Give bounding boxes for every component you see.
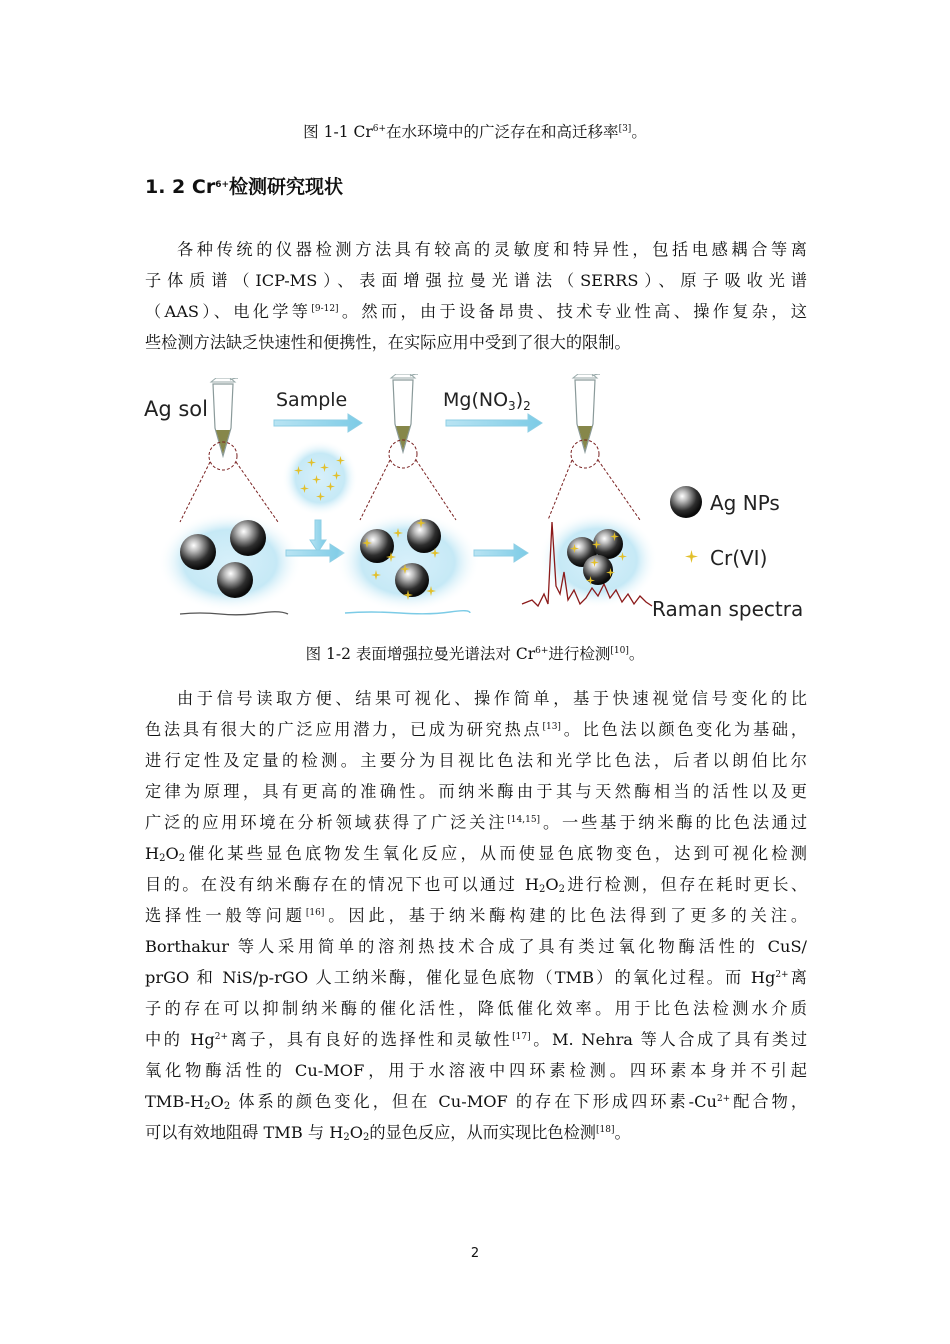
arrow-icon xyxy=(446,414,542,432)
arrow-down-icon xyxy=(310,520,326,552)
text-line: 定律为原理，具有更高的准确性。而纳米酶由于其与天然酶相当的活性以及更 xyxy=(145,782,807,801)
ag-nanoparticle xyxy=(217,562,253,598)
text-line: 些检测方法缺乏快速性和便携性，在实际应用中受到了很大的限制。 xyxy=(145,333,631,352)
figure-caption-1-1 xyxy=(0,121,950,143)
raman-spectra-label: Raman spectra xyxy=(652,597,804,621)
figure-1-2 xyxy=(140,372,820,627)
ag-sol-label: Ag sol xyxy=(144,397,208,421)
ag-nanoparticle xyxy=(180,534,216,570)
caption-text: 在水环境中的广泛存在和高迁移率 xyxy=(386,123,619,141)
text-line: 氧化物酶活性的 Cu-MOF，用于水溶液中四环素检测。四环素本身并不引起 xyxy=(145,1061,807,1080)
citation: [13] xyxy=(542,722,561,732)
superscript: 6+ xyxy=(372,124,387,134)
text: 。然而，由于设备昂贵、技术专业性高、操作复杂，这 xyxy=(338,302,807,321)
ag-nanoparticle xyxy=(360,529,394,563)
text-line: 子体质谱（ICP-MS）、表面增强拉曼光谱法（SERRS）、原子吸收光谱 xyxy=(145,271,807,290)
text-line: 目的。在没有纳米酶存在的情况下也可以通过 $H_2O_2$进行检测，但存在耗时更长、 xyxy=(145,875,808,895)
text-line: 可以有效地阻碍 TMB 与 $H_2O_2$的显色反应，从而实现比色检测[18]。 xyxy=(145,1123,631,1143)
ag-nanoparticle xyxy=(395,563,429,597)
text-line xyxy=(145,296,807,327)
citation: [14,15] xyxy=(507,815,541,825)
text-line: 色法具有很大的广泛应用潜力，已成为研究热点[13]。比色法以颜色变化为基础， xyxy=(145,720,808,739)
superscript: 6+ xyxy=(535,646,549,656)
citation: [10] xyxy=(610,646,629,656)
legend-ag-np-label: Ag NPs xyxy=(710,491,780,515)
text-line: 广泛的应用环境在分析领域获得了广泛关注[14,15]。一些基于纳米酶的比色法通过 xyxy=(145,813,808,832)
heading-title: 检测研究现状 xyxy=(229,176,344,198)
legend-cr-star-icon xyxy=(685,550,698,563)
legend-cr-label: Cr(VI) xyxy=(710,546,768,570)
heading-number: 1. 2 Cr xyxy=(145,176,216,198)
paragraph-1 xyxy=(145,234,807,358)
serrs-diagram xyxy=(140,372,820,627)
text-line: 中的 $Hg^{2+}$离子，具有良好的选择性和灵敏性[17]。M. Nehra 等人合成了具有类过 xyxy=(145,1030,808,1049)
citation: [18] xyxy=(595,1125,615,1135)
paragraph-2 xyxy=(145,683,807,1148)
tube-icon xyxy=(573,374,604,452)
section-heading xyxy=(145,172,343,202)
text: （AAS）、电化学等 xyxy=(145,302,312,321)
text-line: 子的存在可以抑制纳米酶的催化活性，降低催化效率。用于比色法检测水介质 xyxy=(145,999,807,1018)
text-line: $H_2O_2$催化某些显色底物发生氧化反应，从而使显色底物变色，达到可视化检测 xyxy=(145,844,807,864)
arrow-icon xyxy=(274,414,362,432)
superscript: 6+ xyxy=(215,180,230,190)
caption-text: 图 1-2 表面增强拉曼光谱法对 Cr xyxy=(305,645,536,663)
text-line: prGO 和 NiS/p-rGO 人工纳米酶，催化显色底物（TMB）的氧化过程。而 $Hg^{2+}$离 xyxy=(145,968,807,987)
text-line: Borthakur 等人采用简单的溶剂热技术合成了具有类过氧化物酶活性的 CuS/ xyxy=(145,937,807,956)
mg-label: $Mg(NO_3)_2$ xyxy=(443,389,531,413)
citation: [9-12] xyxy=(311,304,339,314)
page-number: 2 xyxy=(470,1246,480,1261)
citation: [3] xyxy=(618,124,632,134)
caption-text: 图 1-1 Cr xyxy=(303,123,373,141)
tube-icon xyxy=(391,374,422,452)
citation: [16] xyxy=(305,908,325,918)
sample-label: Sample xyxy=(276,389,348,411)
flat-spectrum xyxy=(180,612,288,615)
text-line: TMB-$H_2O_2$ 体系的颜色变化，但在 Cu-MOF 的存在下形成四环素$-Cu^{2+}$配合物， xyxy=(145,1092,808,1112)
caption-text: 进行检测 xyxy=(548,645,611,663)
text-line: 由于信号读取方便、结果可视化、操作简单，基于快速视觉信号变化的比 xyxy=(177,689,807,708)
caption-text: 。 xyxy=(628,645,645,663)
text-line: 进行定性及定量的检测。主要分为目视比色法和光学比色法，后者以朗伯比尔 xyxy=(145,751,807,770)
legend-ag-np-icon xyxy=(670,486,702,518)
figure-caption-1-2 xyxy=(0,643,950,665)
arrow-icon xyxy=(474,544,528,562)
ag-nanoparticle xyxy=(230,520,266,556)
text-line: 各种传统的仪器检测方法具有较高的灵敏度和特异性，包括电感耦合等离 xyxy=(177,240,807,259)
text-line: 选择性一般等问题[16]。因此，基于纳米酶构建的比色法得到了更多的关注。 xyxy=(145,906,808,925)
sample-halo xyxy=(282,440,358,516)
ag-nanoparticle xyxy=(407,519,441,553)
citation: [17] xyxy=(512,1032,531,1042)
caption-text: 。 xyxy=(631,123,647,141)
